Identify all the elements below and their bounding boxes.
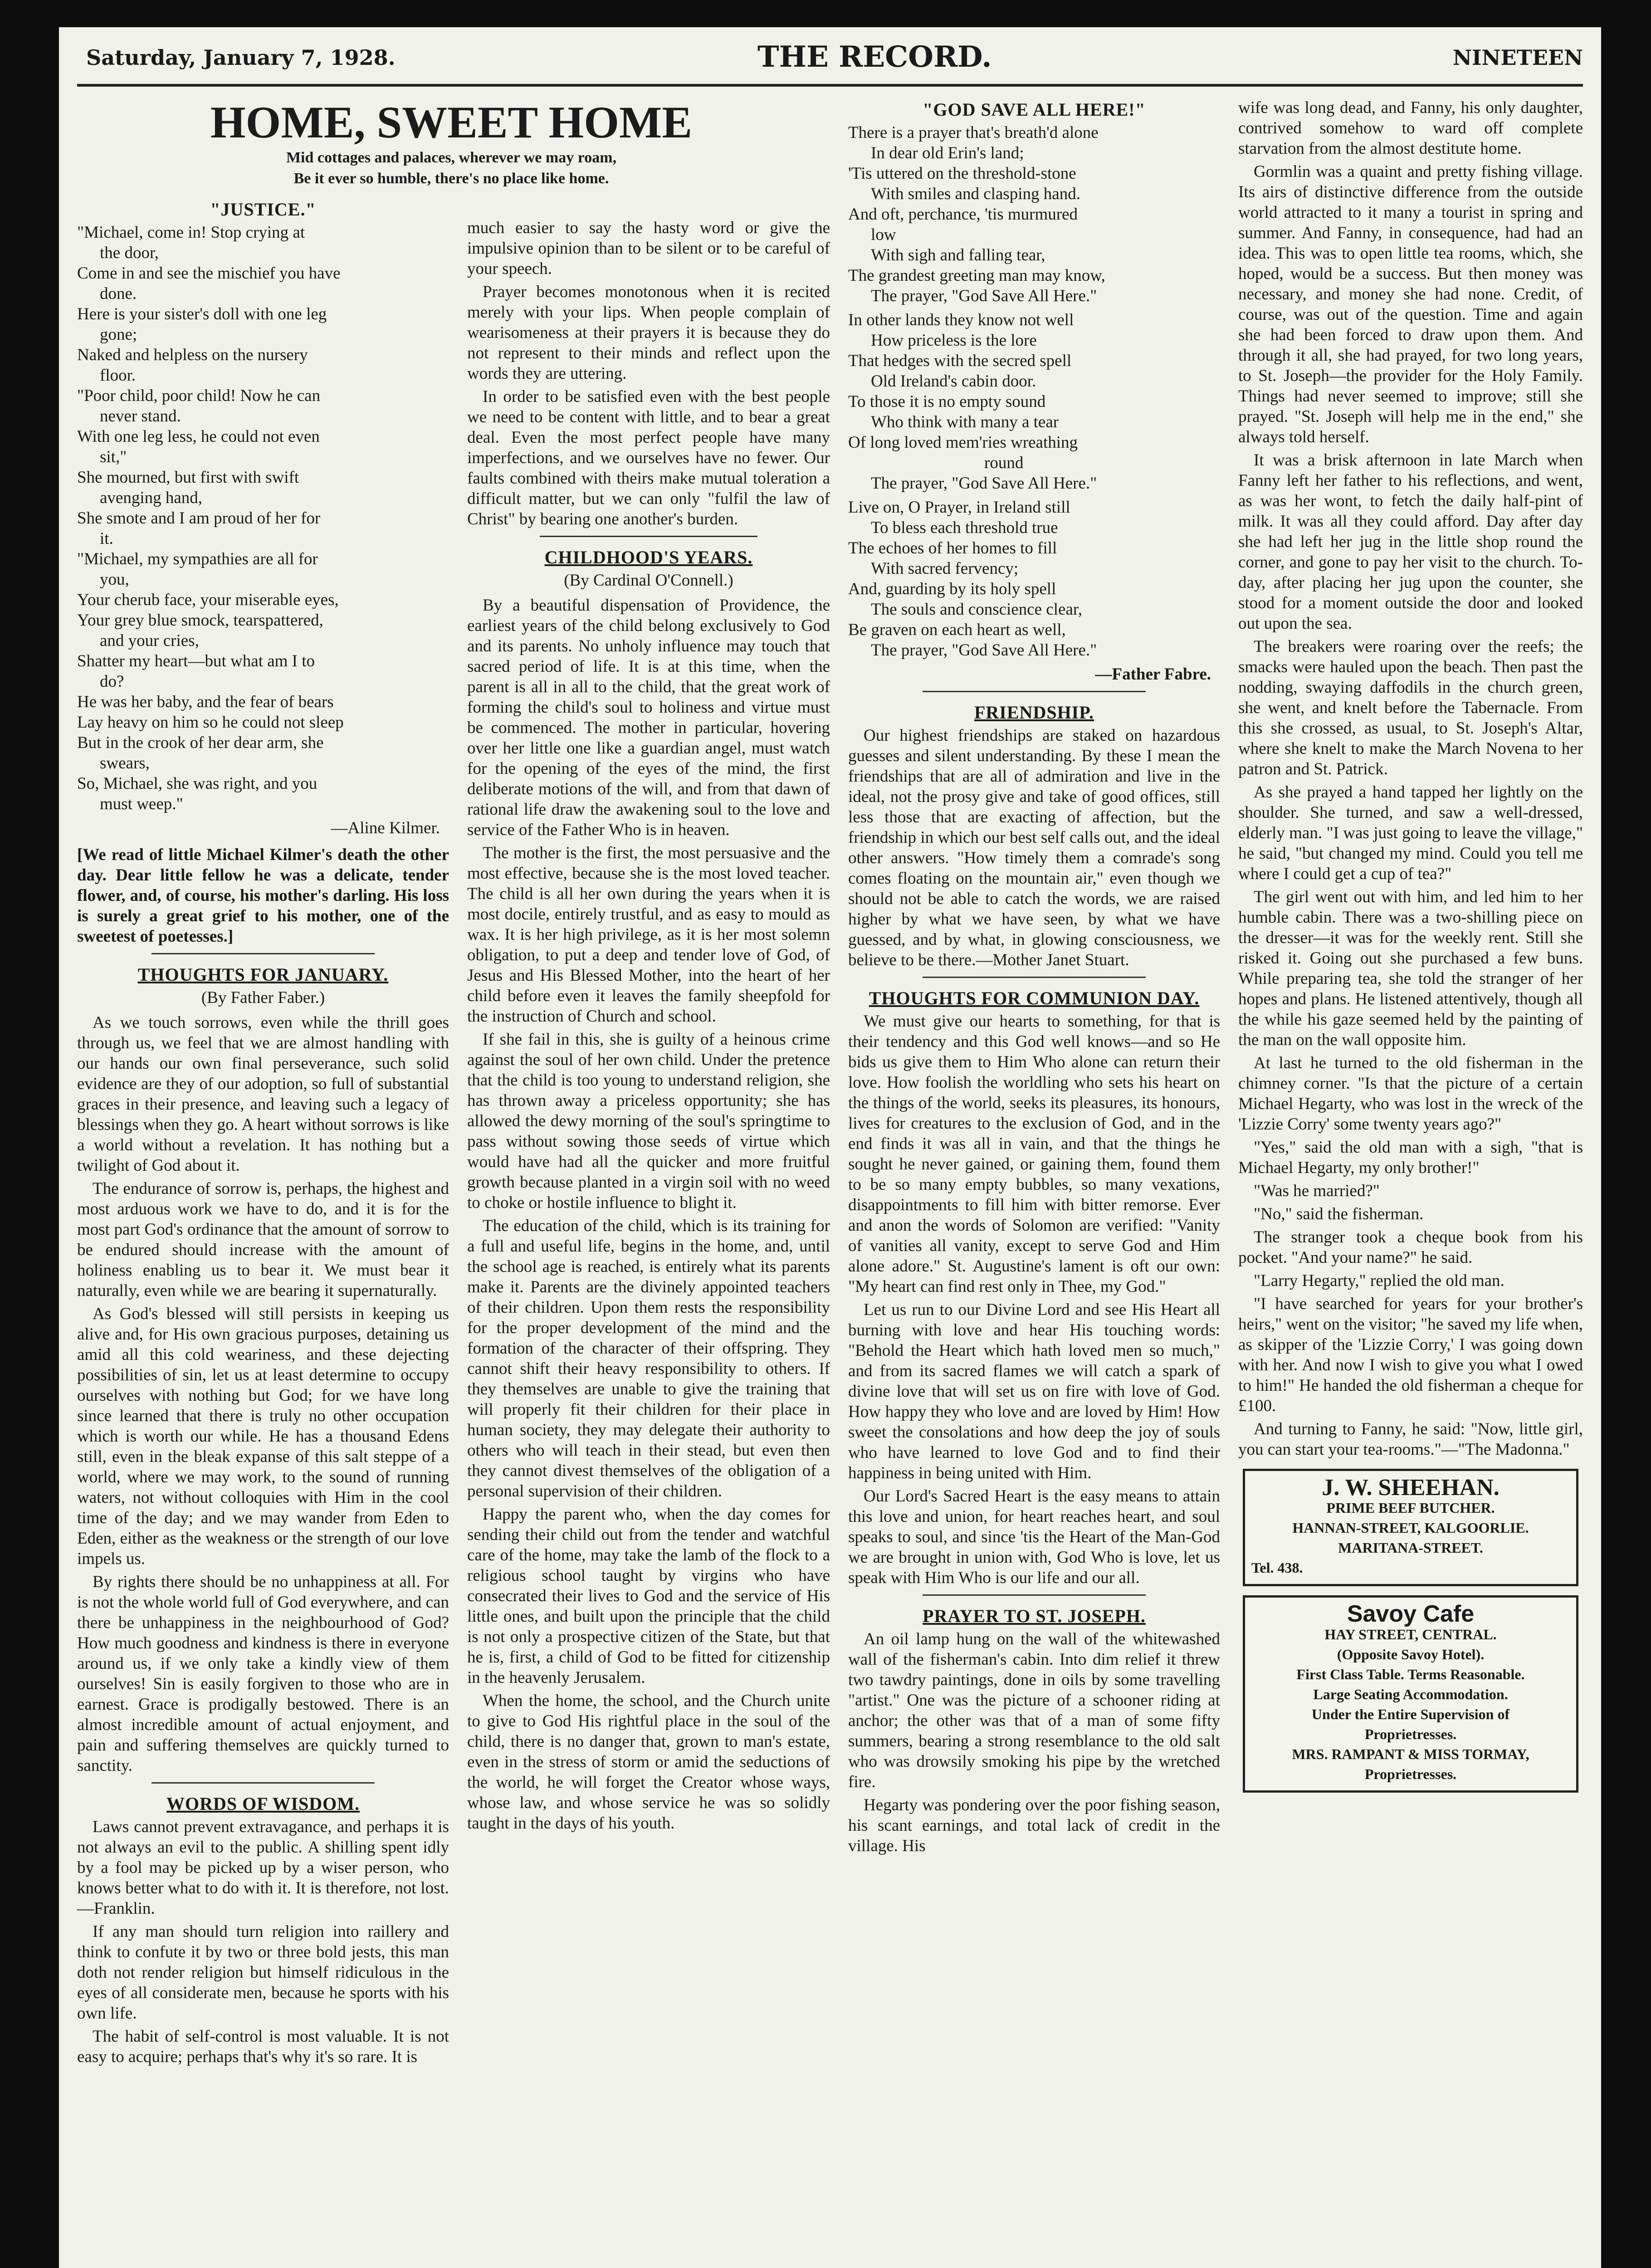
- poem-line: Your cherub face, your miserable eyes,: [77, 591, 339, 609]
- gsah-heading: "GOD SAVE ALL HERE!": [923, 99, 1146, 120]
- poem-line: it.: [100, 529, 113, 548]
- paragraph: We must give our hearts to something, for that is their tendency and this God well knows—and so He bids us give them to Him Who alone can return their love. How foolish the worldling who sets his heart on the things of the world, seeks its pleasures, its honours, lives for creatures to the exclusion of God, and in the end finds it was all in vain, and that the things he sought he never gained, or gaining them, found them to be so many empty bubbles, so many vexations, disappointments to fill him with bitter remorse. Ever and anon the words of Solomon are verified: "Vanity of vanities all vanity, except to serve God and Him alone adore." St. Augustine's lament is oft our own: "My heart can find rest only in Thee, my God.": [848, 1012, 1220, 1296]
- poem-line: and your cries,: [100, 631, 199, 650]
- home-subtitle-2: Be it ever so humble, there's no place like home.: [293, 170, 609, 187]
- paragraph: "I have searched for years for your brother's heirs," went on the visitor; "he saved my life when, as skipper of the 'Lizzie Corry,' I was going down with her. And now I wish to give you what I owed to him!" He handed the old fisherman a cheque for £100.: [1238, 1295, 1583, 1415]
- issue-date: Saturday, January 7, 1928.: [86, 45, 396, 70]
- childhood-byline: (By Cardinal O'Connell.): [564, 571, 733, 590]
- ad-line: Under the Entire Supervision of: [1311, 1706, 1510, 1722]
- paragraph: "Larry Hegarty," replied the old man.: [1254, 1271, 1504, 1290]
- poem-line: He was her baby, and the fear of bears: [77, 693, 334, 711]
- paragraph: The girl went out with him, and led him to her humble cabin. There was a two-shilling piece on the dresser—it was for the weekly rent. Still she risked it. Going out she purchased a few buns. While preparing tea, she told the stranger of her hopes and plans. He listened attentively, though all the while his gaze seemed held by the painting of the man on the wall opposite him.: [1238, 888, 1583, 1049]
- paragraph: By rights there should be no unhappiness at all. For is not the whole world full of God everywhere, and can there be unhappiness in the neighbourhood of God? How much goodness and kindness is there in everyone around us, if we only take a kindly view of them ourselves! Sin is easily forgiven to those who are in earnest. Grace is prodigally bestowed. There is an almost incredible amount of actual enjoyment, and pain and suffering themselves are quickly turned to sanctity.: [77, 1573, 449, 1775]
- ad-line: PRIME BEEF BUTCHER.: [1326, 1500, 1495, 1516]
- paragraph: The endurance of sorrow is, perhaps, the highest and most arduous work we have to do, and it is for the most part God's ordinance that the amount of sorrow to be endured should increase with the amount of holiness enabling us to bear it. We must bear it naturally, even while we are bearing it supernaturally.: [77, 1179, 449, 1300]
- poem-line: done.: [100, 284, 137, 303]
- divider: [923, 1594, 1146, 1596]
- childhood-heading: CHILDHOOD'S YEARS.: [544, 547, 753, 567]
- poem-line: And oft, perchance, 'tis murmured: [848, 205, 1078, 224]
- poem-line: avenging hand,: [100, 489, 203, 507]
- paragraph: Our Lord's Sacred Heart is the easy means to attain this love and union, for heart reaches heart, and soul speaks to soul, and since 'tis the Heart of the Man-God we are brought in union with, God Who is love, let us speak with Him Who is our life and our all.: [848, 1487, 1220, 1587]
- poem-line: swears,: [100, 754, 150, 772]
- paragraph: If she fail in this, she is guilty of a heinous crime against the soul of her own child. Under the pretence that the child is too young to understand religion, she has thrown away a priceless opportunity; she has allowed the dewy morning of the soul's springtime to pass without sowing those seeds of virtue which would have had all the quicker and more fruitful growth because planted in a virgin soil with no weed to choke or hostile influence to blight it.: [467, 1030, 830, 1212]
- paragraph: It was a brisk afternoon in late March when Fanny left her father to his reflections, and went, as was her wont, to fetch the daily half-pint of milk. It was all they could afford. Day after day she had left her jug in the little shop round the corner, and gone to pay her visit to the church. To-day, after placing her jug upon the counter, she stood for a moment outside the door and looked out upon the sea.: [1238, 451, 1583, 633]
- january-heading: THOUGHTS FOR JANUARY.: [137, 964, 389, 985]
- joseph-heading: PRAYER TO ST. JOSEPH.: [923, 1606, 1146, 1626]
- poem-line: you,: [100, 570, 129, 589]
- poem-line: How priceless is the lore: [871, 331, 1037, 350]
- paragraph: An oil lamp hung on the wall of the whitewashed wall of the fisherman's cabin. Into dim relief it threw two tawdry paintings, done in oils by some travelling "artist." One was the picture of a schooner riding at anchor; the other was that of a man of some fifty summers, bearing a strong resemblance to the old salt who was drowsily smoking his pipe by the wretched fire.: [848, 1630, 1220, 1791]
- poem-line: floor.: [100, 366, 136, 385]
- poem-line: There is a prayer that's breath'd alone: [848, 123, 1099, 142]
- paragraph: By a beautiful dispensation of Providence, the earliest years of the child belong exclusively to God and its parents. No unholy influence may touch that sacred period of life. It is at this time, when the parent is all in all to the child, that the great work of forming the child's soul to holiness and virtue must be commenced. The mother in particular, hovering over her little one like a guardian angel, must watch for the opening of the eyes of the mind, the first deliberate motions of the will, and from that dawn of rational life draw the awakening soul to the love and service of the Father Who is in heaven.: [467, 596, 830, 839]
- poem-line: Old Ireland's cabin door.: [871, 372, 1036, 391]
- paragraph: The stranger took a cheque book from his pocket. "And your name?" he said.: [1238, 1228, 1583, 1267]
- divider: [923, 691, 1146, 692]
- poem-line: With sacred fervency;: [871, 559, 1019, 578]
- poem-line: The prayer, "God Save All Here.": [871, 474, 1097, 493]
- paragraph: At last he turned to the old fisherman in the chimney corner. "Is that the picture of a certain Michael Hegarty, who was lost in the wreck of the 'Lizzie Corry' some twenty years ago?": [1238, 1054, 1583, 1134]
- paragraph: Laws cannot prevent extravagance, and perhaps it is not always an evil to the public. A shilling spent idly by a fool may be picked up by a wiser person, who knows better what to do with it. It is therefore, not lost.—Franklin.: [77, 1818, 449, 1918]
- gsah-poem: [848, 122, 1220, 660]
- paragraph: "Was he married?": [1254, 1182, 1380, 1200]
- ad-line: MRS. RAMPANT & MISS TORMAY,: [1292, 1746, 1529, 1762]
- poem-line: With one leg less, he could not even: [77, 427, 320, 446]
- poem-line: Of long loved mem'ries wreathing: [848, 433, 1078, 452]
- ad-line: HANNAN-STREET, KALGOORLIE.: [1292, 1520, 1529, 1536]
- paragraph: "Yes," said the old man with a sigh, "that is Michael Hegarty, my only brother!": [1238, 1138, 1583, 1177]
- paragraph: "No," said the fisherman.: [1254, 1205, 1424, 1223]
- paragraph: Our highest friendships are staked on hazardous guesses and silent understanding. By these I mean the friendships that are all of admiration and live in the ideal, not the prosy give and take of good offices, still less those that are exacting of affection, but the friendship in which our best self calls out, and the ideal other answers. "How timely them a comrade's song comes floating on the mountain air," even though we should not be able to catch the words, we are raised higher by what we have seen, by what we have guessed, and by what, in glowing consciousness, we believe to be there.—Mother Janet Stuart.: [848, 726, 1220, 969]
- savoy-ad: [1243, 1595, 1578, 1793]
- paragraph: The education of the child, which is its training for a full and useful life, begins in the home, and, until the school age is reached, is entirely what its parents make it. Parents are the divinely appointed teachers of their children. Upon them rests the responsibility for the proper development of the mind and the formation of the character of their offspring. They cannot shift their heavy responsibility to others. If they themselves are unable to give the training that will properly fit their children for their place in human society, they may delegate their authority to others who will teach in their stead, but even then they cannot divest themselves of the obligation of a personal supervision of their children.: [467, 1217, 830, 1501]
- paragraph: When the home, the school, and the Church unite to give to God His rightful place in the soul of the child, there is no danger that, grown to man's estate, even in the stress of storm or amid the seductions of the world, he will forget the Creator whose ways, whose law, and whose service he was so solidly taught in the days of his youth.: [467, 1691, 830, 1833]
- divider: [151, 953, 375, 954]
- poem-line: Who think with many a tear: [871, 413, 1059, 431]
- divider: [540, 536, 757, 537]
- poem-line: With smiles and clasping hand.: [871, 185, 1080, 203]
- friendship-heading: FRIENDSHIP.: [974, 702, 1094, 723]
- header-rule: [77, 84, 1583, 87]
- paragraph: The breakers were roaring over the reefs; the smacks were hauled upon the beach. Then past the nodding, swaying daffodils in the church green, she went, and knelt before the Tabernacle. From this she crossed, as usual, to St. Joseph's Altar, where she knelt to make the March Novena to her patron and St. Patrick.: [1238, 637, 1583, 778]
- poem-line: gone;: [100, 325, 137, 344]
- poem-line: Shatter my heart—but what am I to: [77, 652, 315, 670]
- paragraph: wife was long dead, and Fanny, his only daughter, contrived somehow to ward off complete starvation from the almost destitute home.: [1238, 98, 1583, 158]
- poem-line: To those it is no empty sound: [848, 392, 1046, 411]
- paragraph: As God's blessed will still persists in keeping us alive and, for His own gracious purposes, detaining us amid all this cold weariness, and these dejecting possibilities of sin, let us at least determine to occupy ourselves with nothing but God; for we have long since learned that there is truly no other occupation which is worth our while. He has a thousand Edens still, even in the bleak expanse of this salt steppe of a world, where we may work, to the sound of running waters, not without colloquies with Him in the cool time of the day; and we may wander from Eden to Eden, either as the weakness or the strength of our love impels us.: [77, 1305, 449, 1568]
- poem-line: the door,: [100, 244, 159, 262]
- justice-heading: "JUSTICE.": [210, 199, 316, 220]
- poem-line: Be graven on each heart as well,: [848, 621, 1066, 639]
- paragraph: Happy the parent who, when the day comes for sending their child out from the tender and watchful care of the home, may take the lamb of the flock to a religious school taught by virgins who have consecrated their lives to God and the service of His little ones, and built upon the principle that the child is not only a prospective citizen of the State, but that he is, first, a child of God to be fitted for citizenship in the heavenly Jerusalem.: [467, 1505, 830, 1687]
- paragraph: As we touch sorrows, even while the thrill goes through us, we feel that we are almost handling with our hands our own final perseverance, such solid evidence are they of our adoption, so full of substantial graces in their presence, and leaving such a legacy of blessings when they go. A heart without sorrows is like a world without a revelation. It has nothing but a twilight of God about it.: [77, 1013, 449, 1175]
- wisdom-heading: WORDS OF WISDOM.: [166, 1794, 360, 1814]
- poem-line: "Michael, my sympathies are all for: [77, 550, 318, 568]
- home-sweet-home-title: HOME, SWEET HOME: [210, 97, 693, 147]
- poem-line: She smote and I am proud of her for: [77, 509, 321, 528]
- poem-line: The prayer, "God Save All Here.": [871, 287, 1097, 305]
- column-3: [848, 98, 1220, 2268]
- ad-line: (Opposite Savoy Hotel).: [1337, 1646, 1485, 1662]
- poem-line: The souls and conscience clear,: [871, 600, 1082, 619]
- paragraph: Hegarty was pondering over the poor fishing season, his scant earnings, and total lack of credit in the village. His: [848, 1796, 1220, 1855]
- poem-line: But in the crook of her dear arm, she: [77, 733, 324, 752]
- poem-line: That hedges with the secred spell: [848, 352, 1072, 370]
- paragraph: Gormlin was a quaint and pretty fishing village. Its airs of distinctive difference from the outside world attracted to it many a tourist in spring and summer. And Fanny, in consequence, had had an idea. This was to open little tea rooms, which, she hoped, would be a success. But then money was necessary, and money she had none. Credit, of course, was out of the question. Time and again she had been forced to draw upon them. And through it all, she had prayed, for two long years, to St. Joseph—the provider for the Holy Family. Things had never seemed to improve; still she prayed. "St. Joseph will help me in the end," she always told herself.: [1238, 162, 1583, 446]
- paragraph: Let us run to our Divine Lord and see His Heart all burning with love and hear His touching words: "Behold the Heart which hath loved men so much," and from its sacred flames we will catch a spark of divine love that will set us on fire with love of God. How happy they who love and are loved by Him! How sweet the consolations and how deep the joy of souls who have learned to love God and to find their happiness in being united with Him.: [848, 1300, 1220, 1482]
- masthead: THE RECORD.: [757, 40, 992, 74]
- poem-line: Come in and see the mischief you have: [77, 264, 341, 283]
- home-subtitle-1: Mid cottages and palaces, wherever we may roam,: [286, 149, 617, 166]
- gsah-author: —Father Fabre.: [1095, 665, 1211, 684]
- poem-line: Your grey blue smock, tearspattered,: [77, 611, 323, 630]
- poem-line: The prayer, "God Save All Here.": [871, 641, 1097, 660]
- poem-line: Lay heavy on him so he could not sleep: [77, 713, 344, 732]
- poem-line: never stand.: [100, 407, 181, 425]
- paragraph: As she prayed a hand tapped her lightly on the shoulder. She turned, and saw a well-dressed, elderly man. "I was just going to leave the village," he said, "but changed my mind. Could you tell me where I could get a cup of tea?": [1238, 783, 1583, 883]
- column-4: [1238, 98, 1583, 2268]
- paragraph: The habit of self-control is most valuable. It is not easy to acquire; perhaps that's why it's so rare. It is: [77, 2027, 449, 2066]
- poem-line: To bless each threshold true: [871, 518, 1058, 537]
- paragraph: Prayer becomes monotonous when it is recited merely with your lips. When people complain of wearisomeness at their prayers it is because they do not represent to their minds and reflect upon the words they are uttering.: [467, 283, 830, 383]
- poem-line: The grandest greeting man may know,: [848, 266, 1105, 285]
- sheehan-ad: [1243, 1469, 1578, 1586]
- ad-line: First Class Table. Terms Reasonable.: [1296, 1666, 1525, 1682]
- column-2: [467, 218, 830, 2268]
- paragraph: If any man should turn religion into raillery and think to confute it by two or three bold jests, this man doth not render religion but himself ridiculous in the eyes of all considerate men, because he sports with his own life.: [77, 1922, 449, 2023]
- divider: [151, 1782, 375, 1784]
- ad-line: Proprietresses.: [1364, 1766, 1457, 1782]
- paragraph: And turning to Fanny, he said: "Now, little girl, you can start your tea-rooms."—"The Madonna.": [1238, 1420, 1583, 1459]
- ad-name: Savoy Cafe: [1347, 1601, 1475, 1627]
- poem-line: "Michael, come in! Stop crying at: [77, 223, 305, 242]
- page-number: NINETEEN: [1452, 45, 1583, 70]
- poem-line: Here is your sister's doll with one leg: [77, 305, 327, 323]
- ad-line: Large Seating Accommodation.: [1313, 1686, 1508, 1702]
- poem-line: She mourned, but first with swift: [77, 468, 299, 487]
- paragraph: much easier to say the hasty word or give the impulsive opinion than to be silent or to be careful of your speech.: [467, 219, 830, 278]
- poem-line: And, guarding by its holy spell: [848, 580, 1056, 598]
- communion-heading: THOUGHTS FOR COMMUNION DAY.: [869, 988, 1200, 1008]
- ad-line: Proprietresses.: [1364, 1726, 1457, 1742]
- poem-line: "Poor child, poor child! Now he can: [77, 386, 321, 405]
- poem-line: round: [984, 454, 1024, 472]
- justice-poem: [77, 222, 449, 814]
- newspaper-page: [59, 27, 1601, 2268]
- poem-line: In dear old Erin's land;: [871, 144, 1024, 162]
- poem-line: low: [871, 225, 896, 244]
- poem-line: In other lands they know not well: [848, 311, 1074, 329]
- poem-author: —Aline Kilmer.: [331, 819, 440, 837]
- ad-line: MARITANA-STREET.: [1338, 1540, 1483, 1556]
- ad-line: HAY STREET, CENTRAL.: [1324, 1626, 1497, 1642]
- poem-line: Naked and helpless on the nursery: [77, 346, 308, 364]
- poem-line: must weep.": [100, 795, 183, 813]
- poem-line: So, Michael, she was right, and you: [77, 774, 318, 793]
- poem-line: With sigh and falling tear,: [871, 246, 1045, 264]
- ad-name: J. W. SHEEHAN.: [1322, 1475, 1500, 1501]
- poem-line: 'Tis uttered on the threshold-stone: [848, 164, 1076, 183]
- poem-line: Live on, O Prayer, in Ireland still: [848, 498, 1070, 517]
- divider: [923, 977, 1146, 978]
- ad-line: Tel. 438.: [1251, 1559, 1303, 1576]
- poem-line: The echoes of her homes to fill: [848, 539, 1057, 557]
- paragraph: In order to be satisfied even with the best people we need to be content with little, and to bear a great deal. Even the most perfect people have many imperfections, and we ourselves have no fewer. Our faults combined with theirs make mutual toleration a difficult matter, but we can only "fulfil the law of Christ" by bearing one another's burden.: [467, 387, 830, 528]
- kilmer-note: [We read of little Michael Kilmer's death the other day. Dear little fellow he was a delicate, tender flower, and, of course, his mother's darling. His loss is surely a great grief to his mother, one of the sweetest of poetesses.]: [77, 846, 449, 946]
- poem-line: sit,": [100, 448, 127, 466]
- poem-line: do?: [100, 672, 124, 691]
- january-byline: (By Father Faber.): [201, 988, 325, 1007]
- paragraph: The mother is the first, the most persuasive and the most effective, because she is the most loved teacher. The child is all her own during the years when it is most docile, entirely trustful, and as easy to mould as wax. It is her high privilege, as it is her most solemn obligation, to put a deep and tender love of God, of Jesus and His Blessed Mother, into the heart of her child before even it leaves the family sheepfold for the instruction of Church and school.: [467, 844, 830, 1026]
